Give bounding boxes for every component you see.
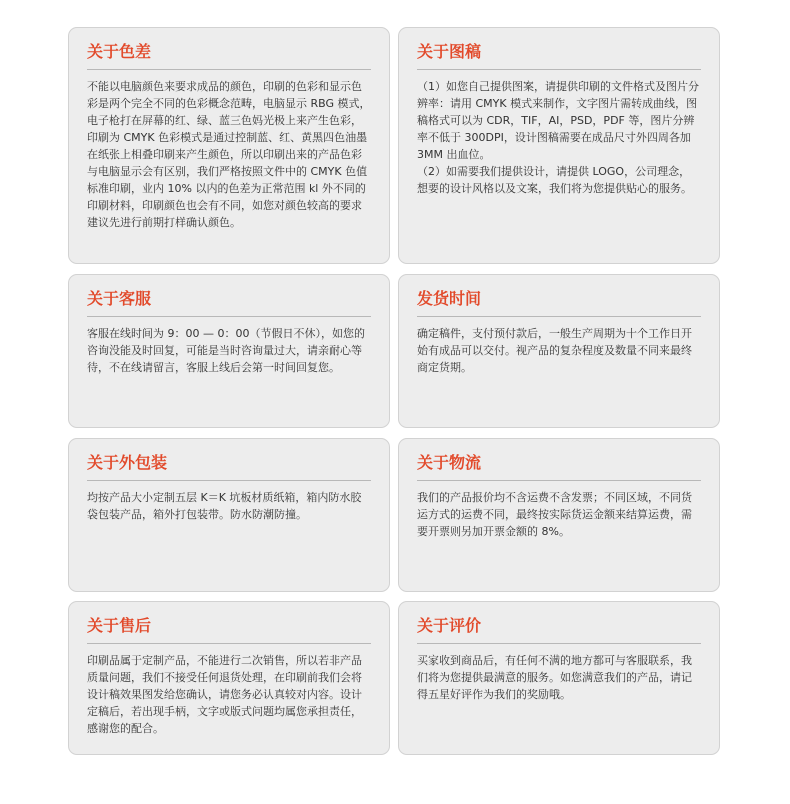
card-title: 关于售后 — [87, 616, 371, 644]
card-delivery-time — [398, 274, 720, 428]
card-body: 均按产品大小定制五层 K＝K 坑板材质纸箱，箱内防水胶袋包装产品，箱外打包装带。防水防潮防撞。 — [87, 491, 362, 521]
card-customer-service — [68, 274, 390, 428]
card-packaging — [68, 438, 390, 592]
card-after-sales — [68, 601, 390, 755]
card-body: 买家收到商品后，有任何不满的地方都可与客服联系，我们将为您提供最满意的服务。如您满意我们的产品，请记得五星好评作为我们的奖励哦。 — [417, 654, 692, 701]
card-review — [398, 601, 720, 755]
card-title: 发货时间 — [417, 289, 701, 317]
card-body: 我们的产品报价均不含运费不含发票；不同区域，不同货运方式的运费不同，最终按实际货运金额来结算运费，需要开票则另加开票金额的 8%。 — [417, 491, 692, 538]
card-title: 关于物流 — [417, 453, 701, 481]
card-title: 关于外包装 — [87, 453, 371, 481]
card-artwork — [398, 27, 720, 264]
card-logistics — [398, 438, 720, 592]
card-title: 关于图稿 — [417, 42, 701, 70]
card-body: 不能以电脑颜色来要求成品的颜色，印刷的色彩和显示色彩是两个完全不同的色彩概念范畴，电脑显示 RBG 模式，电子枪打在屏幕的红、绿、蓝三色妈光极上来产生色彩，印刷为 CMYK 色彩模式是通过控制蓝、红、黄黑四色油墨在纸张上相叠印刷来产生颜色，所以印刷出来的产品色彩与电脑显示会有区别，我们严格按照文件中的 CMYK 色值标准印刷，业内 10% 以内的色差为正常范围 kl 外不同的印刷材料，印刷颜色也会有不同，如您对颜色较高的要求建议先进行前期打样确认颜色。 — [87, 80, 371, 229]
card-title: 关于色差 — [87, 42, 371, 70]
card-body: 确定稿件，支付预付款后，一般生产周期为十个工作日开始有成品可以交付。视产品的复杂程度及数量不同来最终商定货期。 — [417, 327, 692, 374]
card-body: 客服在线时间为 9：00 — 0：00（节假日不休），如您的咨询没能及时回复，可能是当时咨询量过大，请亲耐心等待，不在线请留言，客服上线后会第一时间回复您。 — [87, 327, 365, 374]
card-body: 印刷品属于定制产品，不能进行二次销售，所以若非产品质量问题，我们不接受任何退货处理，在印刷前我们会将设计稿效果图发给您确认，请您务必认真较对内容。设计定稿后，若出现手柄，文字或版式问题均属您承担责任，感谢您的配合。 — [87, 654, 362, 735]
card-title: 关于评价 — [417, 616, 701, 644]
card-color-difference — [68, 27, 390, 264]
card-body: （1）如您自己提供图案，请提供印刷的文件格式及图片分辨率：请用 CMYK 模式来制作，文字图片需转成曲线，图稿格式可以为 CDR，TIF，AI，PSD，PDF 等，图片分辨率不低于 300DPI，设计图稿需要在成品尺寸外四周各加 3MM 出血位。 （2）如需要我们提供设计，请提供 LOGO，公司理念，想要的设计风格以及文案，我们将为您提供贴心的服务。 — [417, 80, 699, 195]
card-title: 关于客服 — [87, 289, 371, 317]
